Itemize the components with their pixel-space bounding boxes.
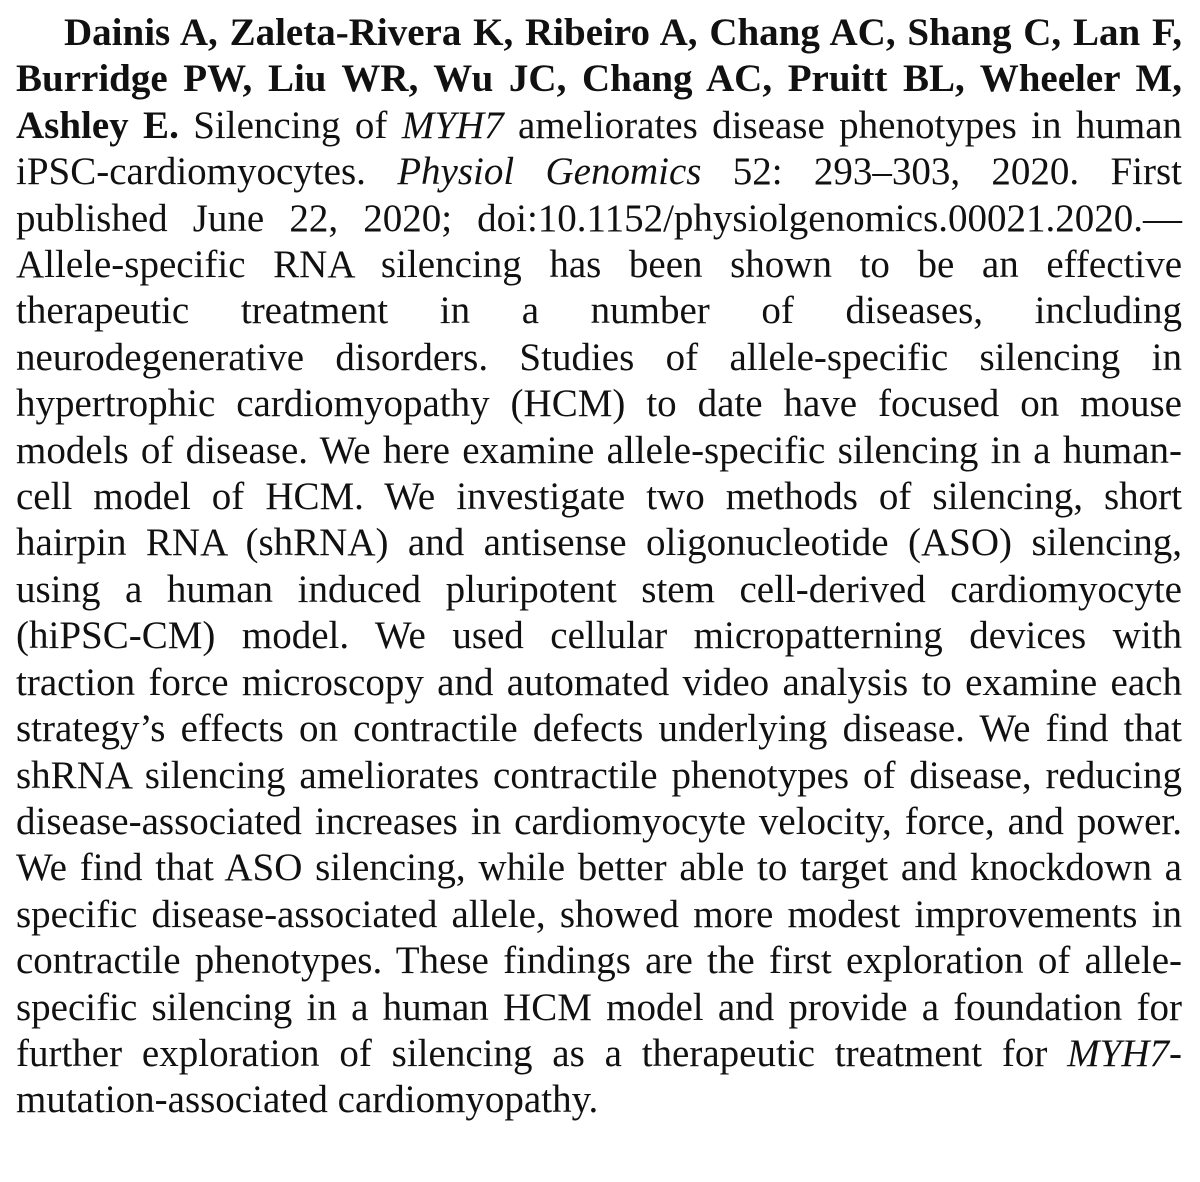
journal-name: Physiol Genomics bbox=[397, 150, 702, 194]
abstract-paragraph bbox=[16, 10, 1182, 1124]
article-title-end: ameliorates disease phenotypes in human iPSC-cardiomyocytes. bbox=[16, 103, 1183, 194]
gene-name-abstract: MYH7 bbox=[1067, 1031, 1170, 1075]
abstract-ending: -mutation-associated cardiomyopathy. bbox=[16, 1031, 1183, 1122]
author-list: Dainis A, Zaleta-Rivera K, Ribeiro A, Chang AC, Shang C, Lan F, Burridge PW, Liu WR, Wu JC, Chang AC, Pruitt BL, Wheeler M, Ashley E. bbox=[16, 11, 1182, 147]
publication-doi: First published June 22, 2020; doi:10.1152/physiolgenomics.00021.2020. bbox=[16, 150, 1182, 240]
volume-pages-year: 52: 293–303, 2020. bbox=[732, 150, 1080, 194]
gene-name: MYH7 bbox=[401, 103, 504, 147]
article-title-start: Silencing of bbox=[193, 103, 388, 147]
abstract-body: —Allele-specific RNA silencing has been shown to be an effective therapeutic treatment in a number of diseases, including neurodegenerative disorders. Studies of allele-specific silencing in hypertrophic cardiomyopathy (HCM) to date have focused on mouse models of disease. We here examine allele-specific silencing in a human-cell model of HCM. We investigate two methods of silencing, short hairpin RNA (shRNA) and antisense oligonucleotide (ASO) silencing, using a human induced pluripotent stem cell-derived cardiomyocyte (hiPSC-CM) model. We used cellular micropatterning devices with traction force microscopy and automated video analysis to examine each strategy’s effects on contractile defects underlying disease. We find that shRNA silencing ameliorates contractile phenotypes of disease, reducing disease-associated increases in cardiomyocyte velocity, force, and power. We find that ASO silencing, while better able to target and knockdown a specific disease-associated allele, showed more modest improvements in contractile phenotypes. These findings are the first exploration of allele-specific silencing in a human HCM model and provide a foundation for further exploration of silencing as a therapeutic treatment for bbox=[16, 196, 1182, 1075]
